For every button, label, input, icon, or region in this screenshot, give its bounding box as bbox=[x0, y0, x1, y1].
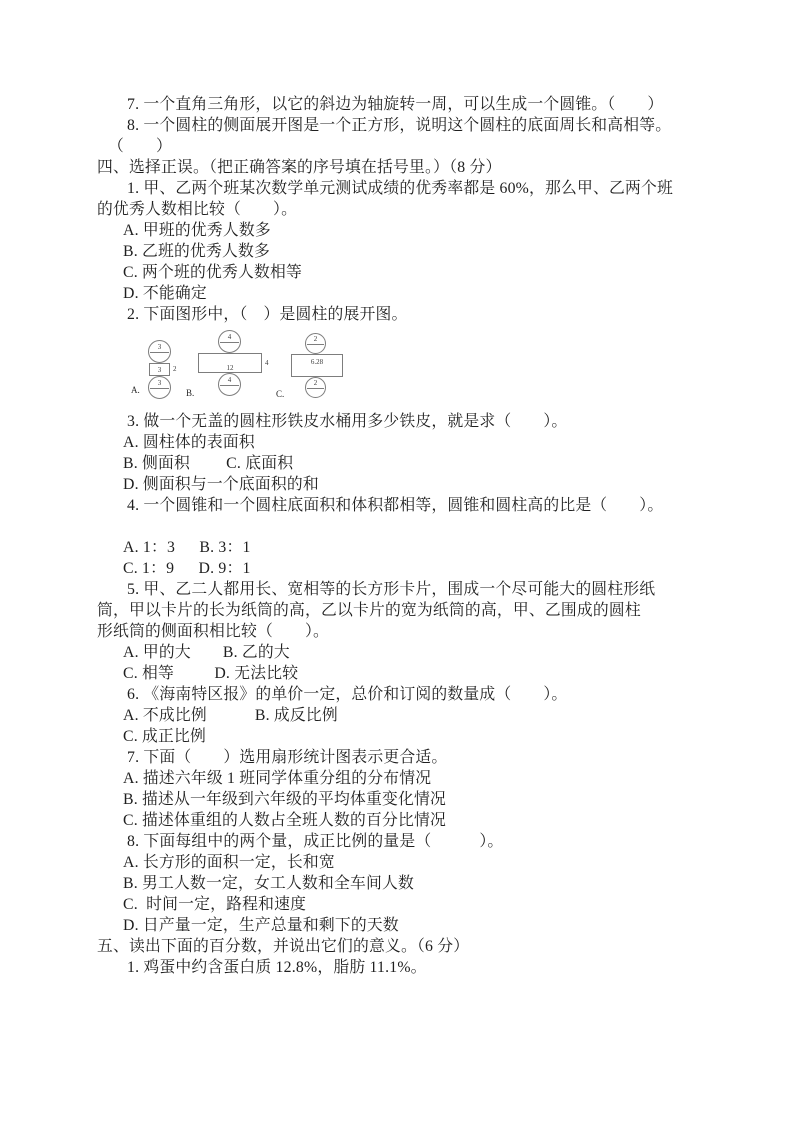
mc-q3-stem: 3. 做一个无盖的圆柱形铁皮水桶用多少铁皮，就是求（ ）。 bbox=[127, 413, 568, 430]
net-a-label: A. bbox=[131, 385, 140, 395]
mc-q3-options-b-c: B. 侧面积 C. 底面积 bbox=[123, 455, 294, 472]
mc-q3-option-d: D. 侧面积与一个底面积的和 bbox=[123, 476, 319, 493]
section-5-q1: 1. 鸡蛋中约含蛋白质 12.8%，脂肪 11.1%。 bbox=[127, 959, 427, 976]
mc-q7-stem: 7. 下面（ ）选用扇形统计图表示更合适。 bbox=[127, 749, 448, 766]
mc-q8-stem: 8. 下面每组中的两个量，成正比例的量是（ ）。 bbox=[127, 833, 504, 850]
tf-question-7: 7. 一个直角三角形，以它的斜边为轴旋转一周，可以生成一个圆锥。（ ） bbox=[127, 96, 664, 113]
paper-content bbox=[97, 94, 697, 978]
net-c-bottom-circle-value: 2 bbox=[313, 378, 318, 387]
net-b-rectangle bbox=[198, 353, 262, 373]
mc-q1-option-d: D. 不能确定 bbox=[123, 285, 207, 302]
net-b-label: B. bbox=[186, 388, 195, 398]
mc-q1-option-b: B. 乙班的优秀人数多 bbox=[123, 243, 271, 260]
mc-q4-options-a-b: A. 1：3 B. 3：1 bbox=[123, 539, 251, 556]
diameter-line bbox=[307, 344, 324, 345]
mc-q1-line2: 的优秀人数相比较（ ）。 bbox=[97, 201, 298, 218]
q2-cylinder-nets-diagram bbox=[97, 325, 697, 411]
net-b-rect-side-value: 4 bbox=[265, 359, 269, 367]
net-a-bottom-circle bbox=[148, 376, 171, 399]
mc-q5-line1: 5. 甲、乙二人都用长、宽相等的长方形卡片，围成一个尽可能大的圆柱形纸 bbox=[127, 581, 656, 598]
diameter-line bbox=[220, 385, 239, 386]
mc-q6-option-c: C. 成正比例 bbox=[123, 728, 207, 745]
net-b-bottom-circle bbox=[218, 373, 241, 396]
tf-question-8-answer-blank: （ ） bbox=[108, 138, 172, 155]
mc-q1-line1: 1. 甲、乙两个班某次数学单元测试成绩的优秀率都是 60%，那么甲、乙两个班 bbox=[127, 180, 674, 197]
net-a-top-circle-value: 3 bbox=[157, 342, 162, 351]
mc-q7-option-a: A. 描述六年级 1 班同学体重分组的分布情况 bbox=[123, 770, 432, 787]
mc-q3-option-a: A. 圆柱体的表面积 bbox=[123, 434, 255, 451]
net-b-top-circle-value: 4 bbox=[227, 332, 232, 341]
mc-q4-stem: 4. 一个圆锥和一个圆柱底面积和体积都相等，圆锥和圆柱高的比是（ ）。 bbox=[127, 497, 664, 514]
mc-q7-option-c: C. 描述体重组的人数占全班人数的百分比情况 bbox=[123, 812, 446, 829]
mc-q1-option-a: A. 甲班的优秀人数多 bbox=[123, 222, 271, 239]
mc-q7-option-b: B. 描述从一年级到六年级的平均体重变化情况 bbox=[123, 791, 446, 808]
net-a-rect-side-value: 2 bbox=[173, 365, 177, 373]
diameter-line bbox=[220, 342, 239, 343]
net-c-top-circle bbox=[305, 333, 326, 354]
mc-q8-option-b: B. 男工人数一定，女工人数和全车间人数 bbox=[123, 875, 414, 892]
net-b-rect-value: 12 bbox=[226, 364, 234, 372]
diameter-line bbox=[150, 388, 169, 389]
diameter-line bbox=[307, 388, 324, 389]
mc-q8-option-c: C. 时间一定，路程和速度 bbox=[123, 896, 307, 913]
blank-line bbox=[97, 516, 697, 537]
mc-q5-line2: 筒，甲以卡片的长为纸筒的高，乙以卡片的宽为纸筒的高，甲、乙围成的圆柱 bbox=[97, 602, 641, 619]
diameter-line bbox=[150, 352, 169, 353]
mc-q8-option-d: D. 日产量一定，生产总量和剩下的天数 bbox=[123, 917, 399, 934]
tf-question-8-line1: 8. 一个圆柱的侧面展开图是一个正方形，说明这个圆柱的底面周长和高相等。 bbox=[127, 117, 672, 134]
net-c-rectangle bbox=[291, 354, 343, 377]
mc-q5-line3: 形纸筒的侧面积相比较（ ）。 bbox=[97, 623, 330, 640]
section-5-heading: 五、读出下面的百分数，并说出它们的意义。（6 分） bbox=[97, 938, 470, 955]
mc-q6-stem: 6. 《海南特区报》的单价一定，总价和订阅的数量成（ ）。 bbox=[127, 686, 568, 703]
mc-q1-option-c: C. 两个班的优秀人数相等 bbox=[123, 264, 303, 281]
net-c-bottom-circle bbox=[305, 377, 326, 398]
mc-q2-stem: 2. 下面图形中，（ ）是圆柱的展开图。 bbox=[127, 306, 408, 323]
section-4-heading: 四、选择正误。（把正确答案的序号填在括号里。）（8 分） bbox=[97, 159, 502, 176]
mc-q5-options-c-d: C. 相等 D. 无法比较 bbox=[123, 665, 299, 682]
net-a-bottom-circle-value: 3 bbox=[157, 378, 162, 387]
net-a-rectangle bbox=[149, 363, 170, 376]
net-b-bottom-circle-value: 4 bbox=[227, 375, 232, 384]
net-b-top-circle bbox=[218, 330, 241, 353]
net-c-top-circle-value: 2 bbox=[313, 334, 318, 343]
mc-q5-options-a-b: A. 甲的大 B. 乙的大 bbox=[123, 644, 290, 661]
net-c-rect-value: 6.28 bbox=[310, 358, 324, 366]
net-a-rect-value: 3 bbox=[157, 365, 162, 374]
net-c-label: C. bbox=[276, 389, 285, 399]
mc-q8-option-a: A. 长方形的面积一定，长和宽 bbox=[123, 854, 335, 871]
mc-q6-options-a-b: A. 不成比例 B. 成反比例 bbox=[123, 707, 338, 724]
net-a-top-circle bbox=[148, 340, 171, 363]
mc-q4-options-c-d: C. 1：9 D. 9：1 bbox=[123, 560, 251, 577]
